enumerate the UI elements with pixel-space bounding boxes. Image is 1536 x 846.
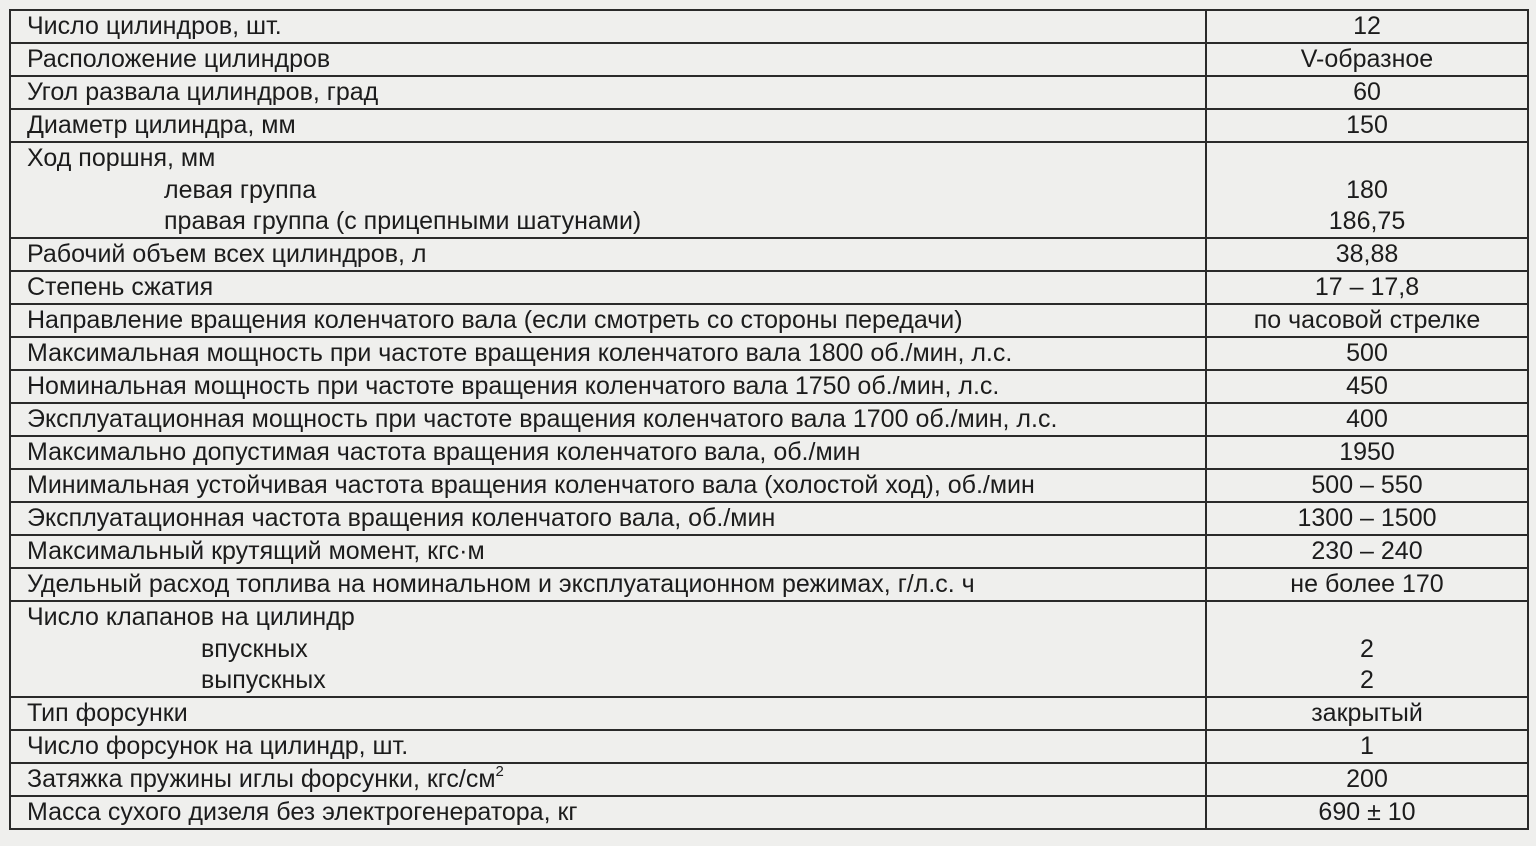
table-row-multiline xyxy=(10,142,1528,238)
param-cell: Угол развала цилиндров, град xyxy=(10,76,1206,109)
empty-value-line xyxy=(1207,143,1527,175)
table-row xyxy=(10,502,1528,535)
table-row xyxy=(10,535,1528,568)
table-row xyxy=(10,370,1528,403)
value-cell: не более 170 xyxy=(1206,568,1528,601)
table-row xyxy=(10,337,1528,370)
param-cell: Максимально допустимая частота вращения коленчатого вала, об./мин xyxy=(10,436,1206,469)
value-cell: 12 xyxy=(1206,10,1528,43)
param-cell: Удельный расход топлива на номинальном и эксплуатационном режимах, г/л.с. ч xyxy=(10,568,1206,601)
table-row xyxy=(10,10,1528,43)
param-cell: Рабочий объем всех цилиндров, л xyxy=(10,238,1206,271)
value-cell: 450 xyxy=(1206,370,1528,403)
value-cell: V-образное xyxy=(1206,43,1528,76)
sub-param-label: правая группа (с прицепными шатунами) xyxy=(164,207,642,235)
sub-param-label: выпускных xyxy=(201,666,326,694)
sub-value: 2 xyxy=(1360,635,1374,663)
table-row xyxy=(10,697,1528,730)
param-cell: Диаметр цилиндра, мм xyxy=(10,109,1206,142)
table-row xyxy=(10,568,1528,601)
value-cell: 38,88 xyxy=(1206,238,1528,271)
table-row-multiline xyxy=(10,601,1528,697)
param-cell: Число цилиндров, шт. xyxy=(10,10,1206,43)
value-cell: 1 xyxy=(1206,730,1528,763)
param-text: Затяжка пружины иглы форсунки, кгс/см xyxy=(27,765,496,793)
param-cell: Степень сжатия xyxy=(10,271,1206,304)
table-row xyxy=(10,109,1528,142)
table-row xyxy=(10,763,1528,796)
value-cell: 60 xyxy=(1206,76,1528,109)
param-cell: Максимальная мощность при частоте вращения коленчатого вала 1800 об./мин, л.с. xyxy=(10,337,1206,370)
table-row xyxy=(10,469,1528,502)
table-row xyxy=(10,436,1528,469)
engine-spec-table xyxy=(9,9,1529,830)
table-row xyxy=(10,43,1528,76)
table-row xyxy=(10,730,1528,763)
value-cell xyxy=(1206,601,1528,697)
empty-value-line xyxy=(1207,602,1527,634)
value-cell: 200 xyxy=(1206,763,1528,796)
param-cell: Расположение цилиндров xyxy=(10,43,1206,76)
value-cell xyxy=(1206,142,1528,238)
param-cell xyxy=(10,763,1206,796)
param-cell: Эксплуатационная мощность при частоте вращения коленчатого вала 1700 об./мин, л.с. xyxy=(10,403,1206,436)
value-cell: 17 – 17,8 xyxy=(1206,271,1528,304)
table-row xyxy=(10,238,1528,271)
value-cell: 690 ± 10 xyxy=(1206,796,1528,829)
param-cell: Тип форсунки xyxy=(10,697,1206,730)
superscript-exponent: 2 xyxy=(495,763,504,780)
value-cell: 500 – 550 xyxy=(1206,469,1528,502)
param-cell: Направление вращения коленчатого вала (если смотреть со стороны передачи) xyxy=(10,304,1206,337)
value-cell: 230 – 240 xyxy=(1206,535,1528,568)
param-cell: Число форсунок на цилиндр, шт. xyxy=(10,730,1206,763)
table-row xyxy=(10,403,1528,436)
sub-param-label: левая группа xyxy=(164,176,317,204)
value-cell: 1950 xyxy=(1206,436,1528,469)
param-cell: Номинальная мощность при частоте вращения коленчатого вала 1750 об./мин, л.с. xyxy=(10,370,1206,403)
sub-value: 2 xyxy=(1360,666,1374,694)
value-cell: 500 xyxy=(1206,337,1528,370)
param-cell xyxy=(10,142,1206,238)
value-cell: 400 xyxy=(1206,403,1528,436)
param-cell xyxy=(10,601,1206,697)
param-cell: Минимальная устойчивая частота вращения коленчатого вала (холостой ход), об./мин xyxy=(10,469,1206,502)
param-cell: Эксплуатационная частота вращения коленчатого вала, об./мин xyxy=(10,502,1206,535)
param-heading: Ход поршня, мм xyxy=(27,144,216,172)
value-cell: 1300 – 1500 xyxy=(1206,502,1528,535)
table-row xyxy=(10,796,1528,829)
sub-param-label: впускных xyxy=(201,635,308,663)
table-row xyxy=(10,271,1528,304)
value-cell: 150 xyxy=(1206,109,1528,142)
table-row xyxy=(10,304,1528,337)
sub-value: 180 xyxy=(1346,176,1388,204)
param-cell: Максимальный крутящий момент, кгс·м xyxy=(10,535,1206,568)
param-heading: Число клапанов на цилиндр xyxy=(27,603,355,631)
value-cell: по часовой стрелке xyxy=(1206,304,1528,337)
param-cell: Масса сухого дизеля без электрогенератора, кг xyxy=(10,796,1206,829)
value-cell: закрытый xyxy=(1206,697,1528,730)
table-row xyxy=(10,76,1528,109)
sub-value: 186,75 xyxy=(1328,207,1406,235)
